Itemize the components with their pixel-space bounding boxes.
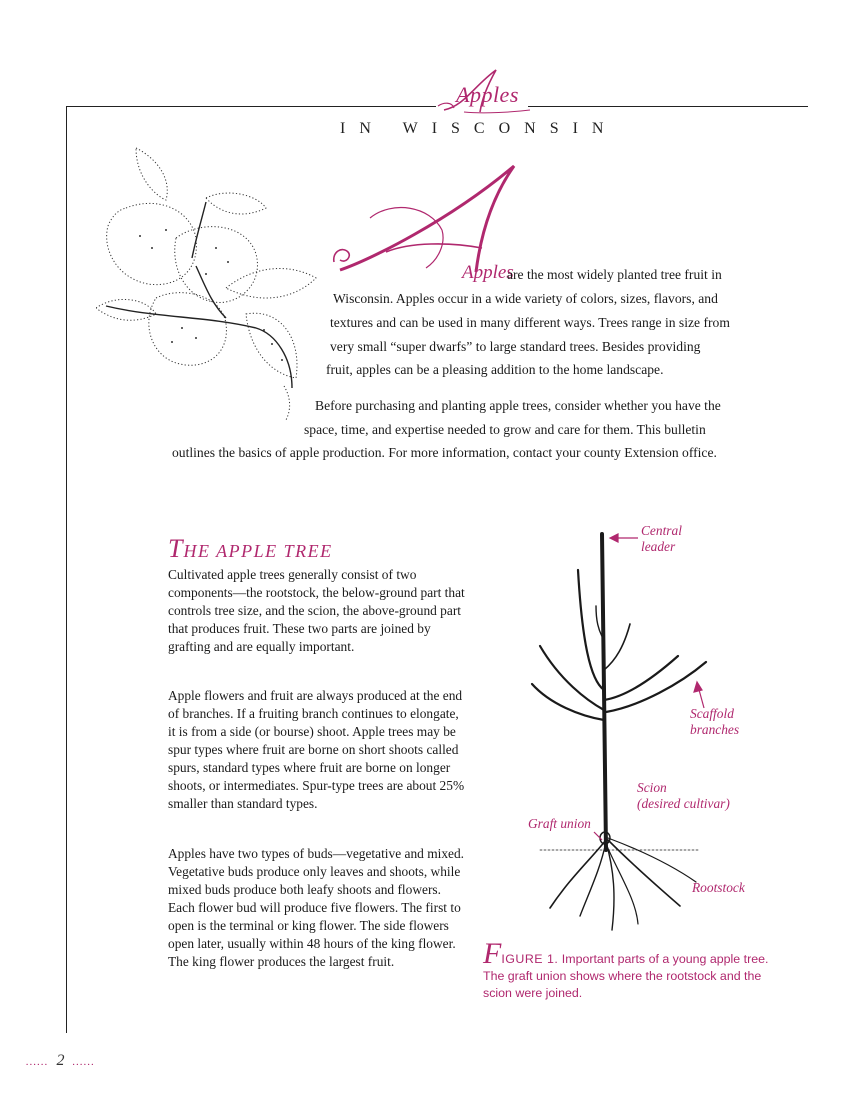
label-graft-union: Graft union [528,816,591,831]
body-paragraph: Cultivated apple trees generally consist of two components—the rootstock, the below-ground part that controls tree size, and the scion, the above-ground part that produces fruit. These two parts are joined by grafting and are equally important. [168,567,465,654]
page-number: 2 [56,1052,65,1069]
label-scion: Scion (desired cultivar) [637,780,730,811]
apple-branch-illustration [96,138,328,426]
section-title-rest: HE APPLE TREE [183,541,333,561]
intro-line: very small “super dwarfs” to large standard trees. Besides providing [330,339,701,354]
figure-caption [483,937,773,1002]
caption-figure-label: IGURE 1. [501,952,559,966]
caption-initial: F [483,937,502,970]
section-title [168,534,333,564]
margin-rule [66,106,67,1033]
dropcap-word: Apples [462,262,514,283]
intro-line: textures and can be used in many different ways. Trees range in size from [330,315,730,330]
header-subtitle: IN WISCONSIN [340,120,618,137]
page-footer [26,1052,95,1070]
intro-line: space, time, and expertise needed to grow and care for them. This bulletin [304,422,706,437]
section-title-cap: T [168,534,184,563]
intro-line: Wisconsin. Apples occur in a wide variety of colors, sizes, flavors, and [333,291,718,306]
footer-dots-left: ...... [26,1056,49,1068]
body-paragraph: Apples have two types of buds—vegetative and mixed. Vegetative buds produce only leaves and shoots, while mixed buds produce both leafy shoots and flowers. Each flower bud will produce five flowers. The first to open is the terminal or king flower. The side flowers open later, usually within 48 hours of the king flower. The king flower produces the largest fruit. [168,846,465,969]
footer-dots-right: ...... [72,1056,95,1068]
intro-line: outlines the basics of apple production. For more information, contact your county Extension office. [172,445,717,460]
caption-text: Important parts of a young apple tree. The graft union shows where the rootstock and the scion were joined. [483,952,769,1000]
label-central-leader: Central leader [641,523,682,554]
body-paragraph: Apple flowers and fruit are always produced at the end of branches. If a fruiting branch continues to elongate, it is from a side (or bourse) shoot. Apple trees may be spur types where fruit are borne on short shoots called spurs, standard types where fruit are borne on longer shoots, or intermediates. Spur-type trees are about 25% smaller than standard types. [168,688,465,811]
intro-line: fruit, apples can be a pleasing addition to the home landscape. [326,362,664,377]
label-scaffold-branches: Scaffold branches [690,706,740,737]
header-rule-right [528,106,808,107]
intro-line: are the most widely planted tree fruit in [507,267,722,282]
intro-line: Before purchasing and planting apple trees, consider whether you have the [315,398,721,413]
header-rule-left [66,106,436,107]
logo-word: Apples [456,82,519,107]
label-rootstock: Rootstock [692,880,745,895]
